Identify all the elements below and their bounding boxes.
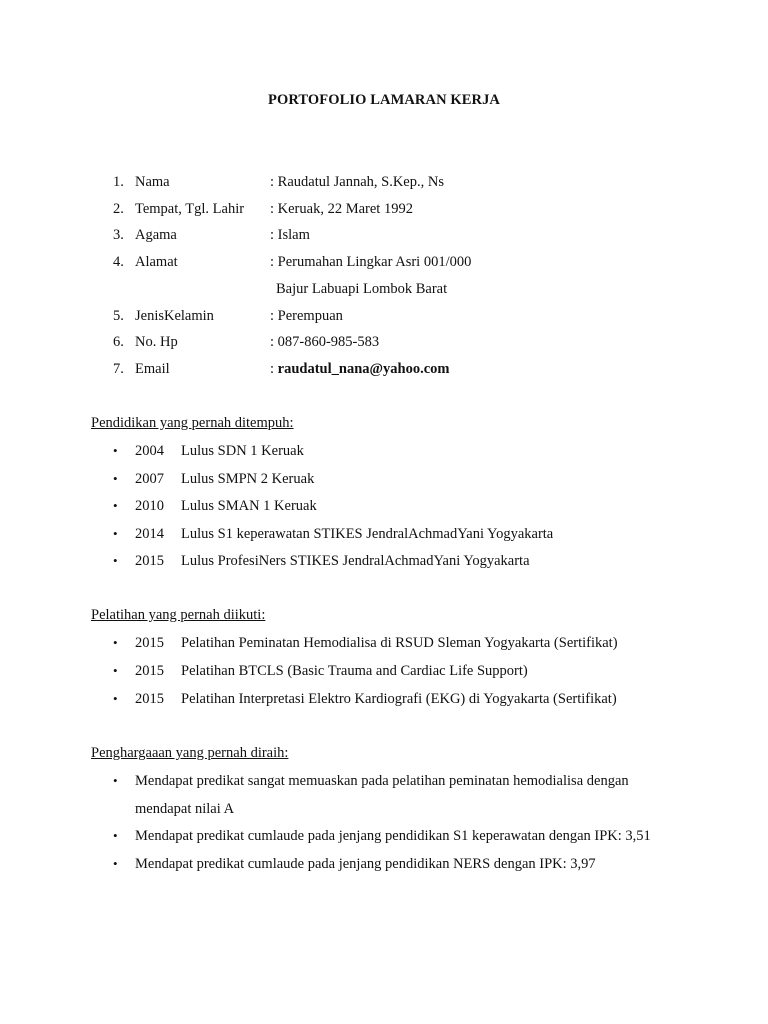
training-text: Pelatihan BTCLS (Basic Trauma and Cardiac Life Support): [181, 663, 528, 679]
value-prefix: :: [270, 361, 278, 377]
field-label: JenisKelamin: [135, 308, 214, 324]
bullet-icon: •: [113, 443, 118, 458]
education-text: Lulus SDN 1 Keruak: [181, 443, 304, 459]
bullet-icon: •: [113, 828, 118, 843]
personal-row-jenis-kelamin: [0, 308, 768, 328]
field-label: Nama: [135, 174, 170, 190]
item-number: 5.: [113, 308, 124, 324]
education-year: 2014: [135, 526, 164, 542]
field-label: Tempat, Tgl. Lahir: [135, 201, 245, 217]
item-number: 4.: [113, 254, 124, 270]
bullet-icon: •: [113, 691, 118, 706]
personal-row-alamat: [0, 254, 768, 274]
field-value: : Perempuan: [270, 308, 343, 324]
field-value: : Keruak, 22 Maret 1992: [270, 201, 413, 217]
bullet-icon: •: [113, 856, 118, 871]
personal-row-nama: [0, 174, 768, 194]
education-year: 2015: [135, 553, 164, 569]
award-text-continuation: mendapat nilai A: [135, 801, 235, 817]
field-value: [270, 361, 449, 378]
award-text: Mendapat predikat sangat memuaskan pada pelatihan peminatan hemodialisa dengan: [135, 773, 629, 789]
item-number: 6.: [113, 334, 124, 350]
education-text: Lulus S1 keperawatan STIKES JendralAchmadYani Yogyakarta: [181, 526, 554, 542]
awards-heading: Penghargaaan yang pernah diraih:: [91, 745, 289, 761]
education-year: 2010: [135, 498, 164, 514]
training-year: 2015: [135, 691, 164, 707]
training-year: 2015: [135, 663, 164, 679]
bullet-icon: •: [113, 471, 118, 486]
bullet-icon: •: [113, 553, 118, 568]
address-continuation: Bajur Labuapi Lombok Barat: [276, 281, 448, 297]
field-value: : Raudatul Jannah, S.Kep., Ns: [270, 174, 444, 190]
training-text: Pelatihan Peminatan Hemodialisa di RSUD Sleman Yogyakarta (Sertifikat): [181, 635, 618, 651]
field-label: Email: [135, 361, 170, 377]
education-year: 2004: [135, 443, 164, 459]
bullet-icon: •: [113, 498, 118, 513]
bullet-icon: •: [113, 526, 118, 541]
personal-row-agama: [0, 227, 768, 247]
field-label: Agama: [135, 227, 177, 243]
education-heading: Pendidikan yang pernah ditempuh:: [91, 415, 294, 431]
item-number: 1.: [113, 174, 124, 190]
training-year: 2015: [135, 635, 164, 651]
bullet-icon: •: [113, 635, 118, 650]
email-link[interactable]: raudatul_nana@yahoo.com: [277, 361, 450, 377]
training-heading: Pelatihan yang pernah diikuti:: [91, 607, 266, 623]
item-number: 2.: [113, 201, 124, 217]
item-number: 7.: [113, 361, 124, 377]
award-text: Mendapat predikat cumlaude pada jenjang pendidikan S1 keperawatan dengan IPK: 3,51: [135, 828, 651, 844]
document-title: PORTOFOLIO LAMARAN KERJA: [267, 92, 501, 108]
bullet-icon: •: [113, 773, 118, 788]
field-value: : Islam: [270, 227, 310, 243]
personal-row-ttl: [0, 201, 768, 221]
education-year: 2007: [135, 471, 164, 487]
award-text: Mendapat predikat cumlaude pada jenjang pendidikan NERS dengan IPK: 3,97: [135, 856, 596, 872]
education-text: Lulus ProfesiNers STIKES JendralAchmadYani Yogyakarta: [181, 553, 530, 569]
field-value: : 087-860-985-583: [270, 334, 380, 350]
field-label: Alamat: [135, 254, 178, 270]
training-text: Pelatihan Interpretasi Elektro Kardiografi (EKG) di Yogyakarta (Sertifikat): [181, 691, 617, 707]
personal-row-hp: [0, 334, 768, 354]
personal-row-alamat-cont: [0, 281, 768, 301]
education-text: Lulus SMAN 1 Keruak: [181, 498, 317, 514]
bullet-icon: •: [113, 663, 118, 678]
item-number: 3.: [113, 227, 124, 243]
education-text: Lulus SMPN 2 Keruak: [181, 471, 315, 487]
personal-row-email: [0, 361, 768, 381]
field-value: : Perumahan Lingkar Asri 001/000: [270, 254, 472, 270]
field-label: No. Hp: [135, 334, 178, 350]
